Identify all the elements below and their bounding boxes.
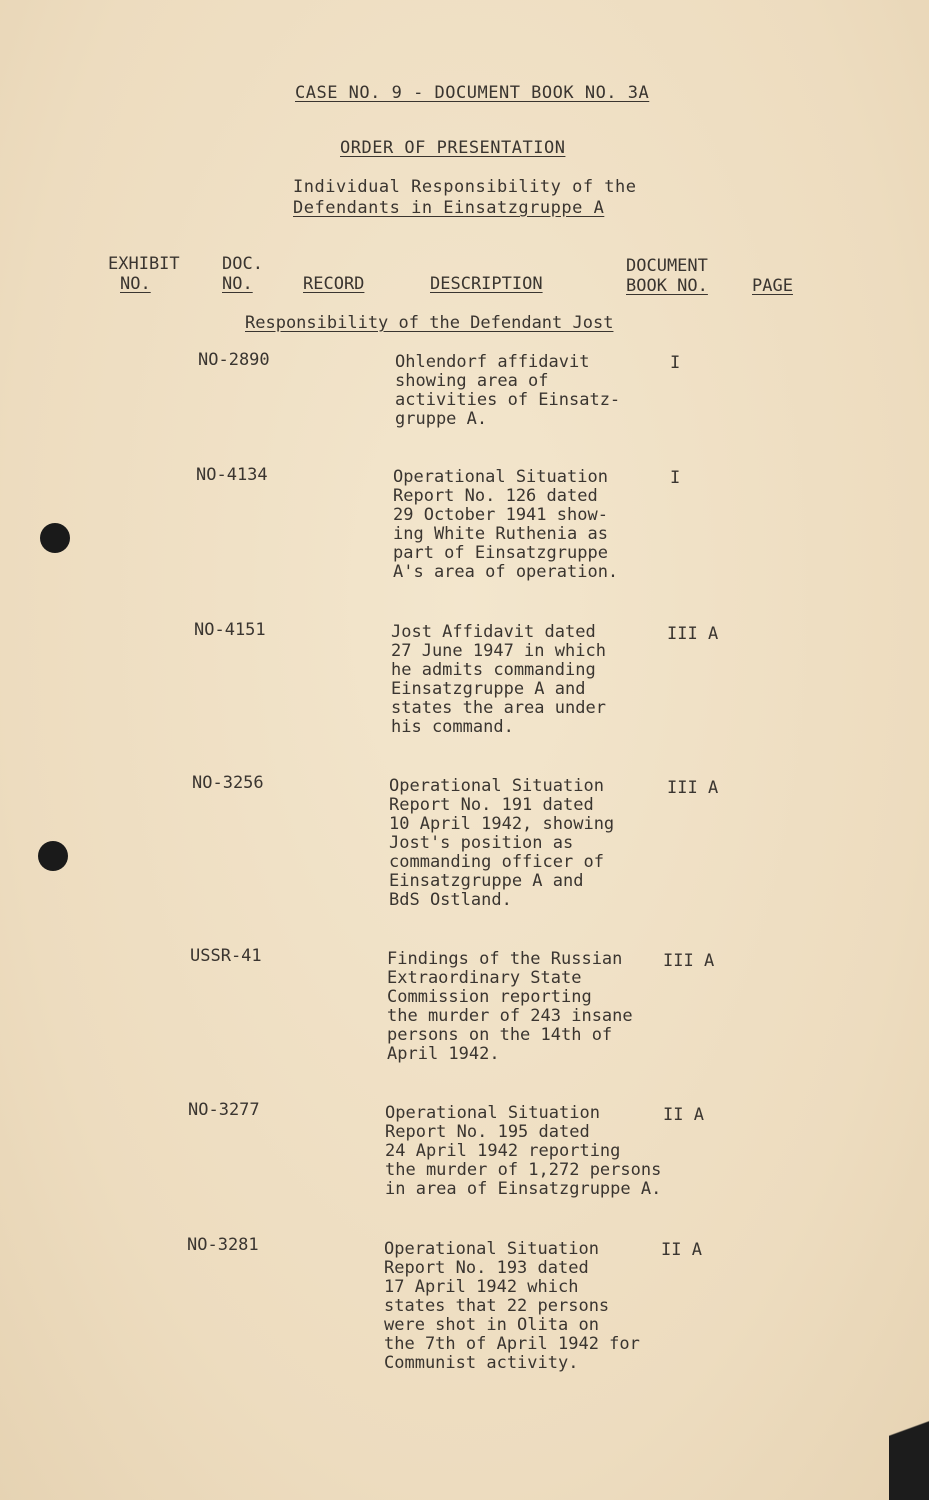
subtitle-line-2: Defendants in Einsatzgruppe A [293,198,605,218]
description-line: Commission reporting [387,987,592,1007]
case-heading: CASE NO. 9 - DOCUMENT BOOK NO. 3A [295,83,650,103]
description-line: 27 June 1947 in which [391,641,606,661]
description-line: Report No. 193 dated [384,1258,589,1278]
entry-description [393,468,618,582]
description-line: the murder of 243 insane [387,1006,633,1026]
description-line: Operational Situation [384,1239,599,1259]
description-line: he admits commanding [391,660,596,680]
col-book-line2: BOOK NO. [626,276,708,296]
doc-number: USSR-41 [190,946,262,966]
subtitle-line-1: Individual Responsibility of the [293,177,637,197]
col-exhibit-line2: NO. [120,274,151,294]
book-number: II A [661,1240,702,1260]
description-line: Report No. 191 dated [389,795,594,815]
entry-description [389,777,614,910]
doc-number: NO-3281 [187,1235,259,1255]
doc-number: NO-4134 [196,465,268,485]
description-line: gruppe A. [395,409,488,429]
doc-number: NO-3256 [192,773,264,793]
description-line: Ohlendorf affidavit [395,352,590,372]
col-record: RECORD [303,274,365,294]
col-book-line1: DOCUMENT [626,256,708,276]
description-line: 24 April 1942 reporting [385,1141,621,1161]
order-heading: ORDER OF PRESENTATION [340,138,566,158]
description-line: Jost Affidavit dated [391,622,596,642]
description-line: 10 April 1942, showing [389,814,615,834]
col-page: PAGE [752,276,793,296]
col-exhibit-line1: EXHIBIT [108,254,180,274]
section-title: Responsibility of the Defendant Jost [245,313,614,333]
description-line: Findings of the Russian [387,949,623,969]
description-line: Operational Situation [393,467,608,487]
description-line: 17 April 1942 which [384,1277,579,1297]
description-line: Communist activity. [384,1353,579,1373]
entry-description [391,623,606,737]
book-number: III A [667,778,719,798]
col-doc-line2: NO. [222,274,253,294]
description-line: the 7th of April 1942 for [384,1334,640,1354]
description-line: Extraordinary State [387,968,582,988]
description-line: ing White Ruthenia as [393,524,608,544]
entry-description [395,353,620,429]
description-line: states that 22 persons [384,1296,610,1316]
description-line: Operational Situation [389,776,604,796]
description-line: Report No. 126 dated [393,486,598,506]
description-line: Operational Situation [385,1103,600,1123]
description-line: Einsatzgruppe A and [391,679,586,699]
description-line: part of Einsatzgruppe [393,543,608,563]
description-line: showing area of [395,371,549,391]
doc-number: NO-2890 [198,350,270,370]
doc-number: NO-4151 [194,620,266,640]
description-line: in area of Einsatzgruppe A. [385,1179,662,1199]
col-description: DESCRIPTION [430,274,543,294]
col-doc-line1: DOC. [222,254,263,274]
description-line: were shot in Olita on [384,1315,599,1335]
description-line: Report No. 195 dated [385,1122,590,1142]
book-number: II A [663,1105,704,1125]
doc-number: NO-3277 [188,1100,260,1120]
book-number: III A [667,624,719,644]
description-line: the murder of 1,272 persons [385,1160,662,1180]
description-line: persons on the 14th of [387,1025,613,1045]
entry-description [384,1240,640,1373]
description-line: states the area under [391,698,606,718]
punch-hole [40,523,70,553]
torn-corner [889,1370,929,1500]
description-line: commanding officer of [389,852,604,872]
description-line: Einsatzgruppe A and [389,871,584,891]
book-number: I [670,468,681,488]
entry-description [385,1104,661,1199]
description-line: BdS Ostland. [389,890,512,910]
description-line: A's area of operation. [393,562,619,582]
book-number: III A [663,951,715,971]
book-number: I [670,353,681,373]
punch-hole [38,841,68,871]
description-line: Jost's position as [389,833,574,853]
description-line: his command. [391,717,514,737]
description-line: activities of Einsatz- [395,390,621,410]
entry-description [387,950,633,1064]
description-line: 29 October 1941 show- [393,505,608,525]
description-line: April 1942. [387,1044,500,1064]
